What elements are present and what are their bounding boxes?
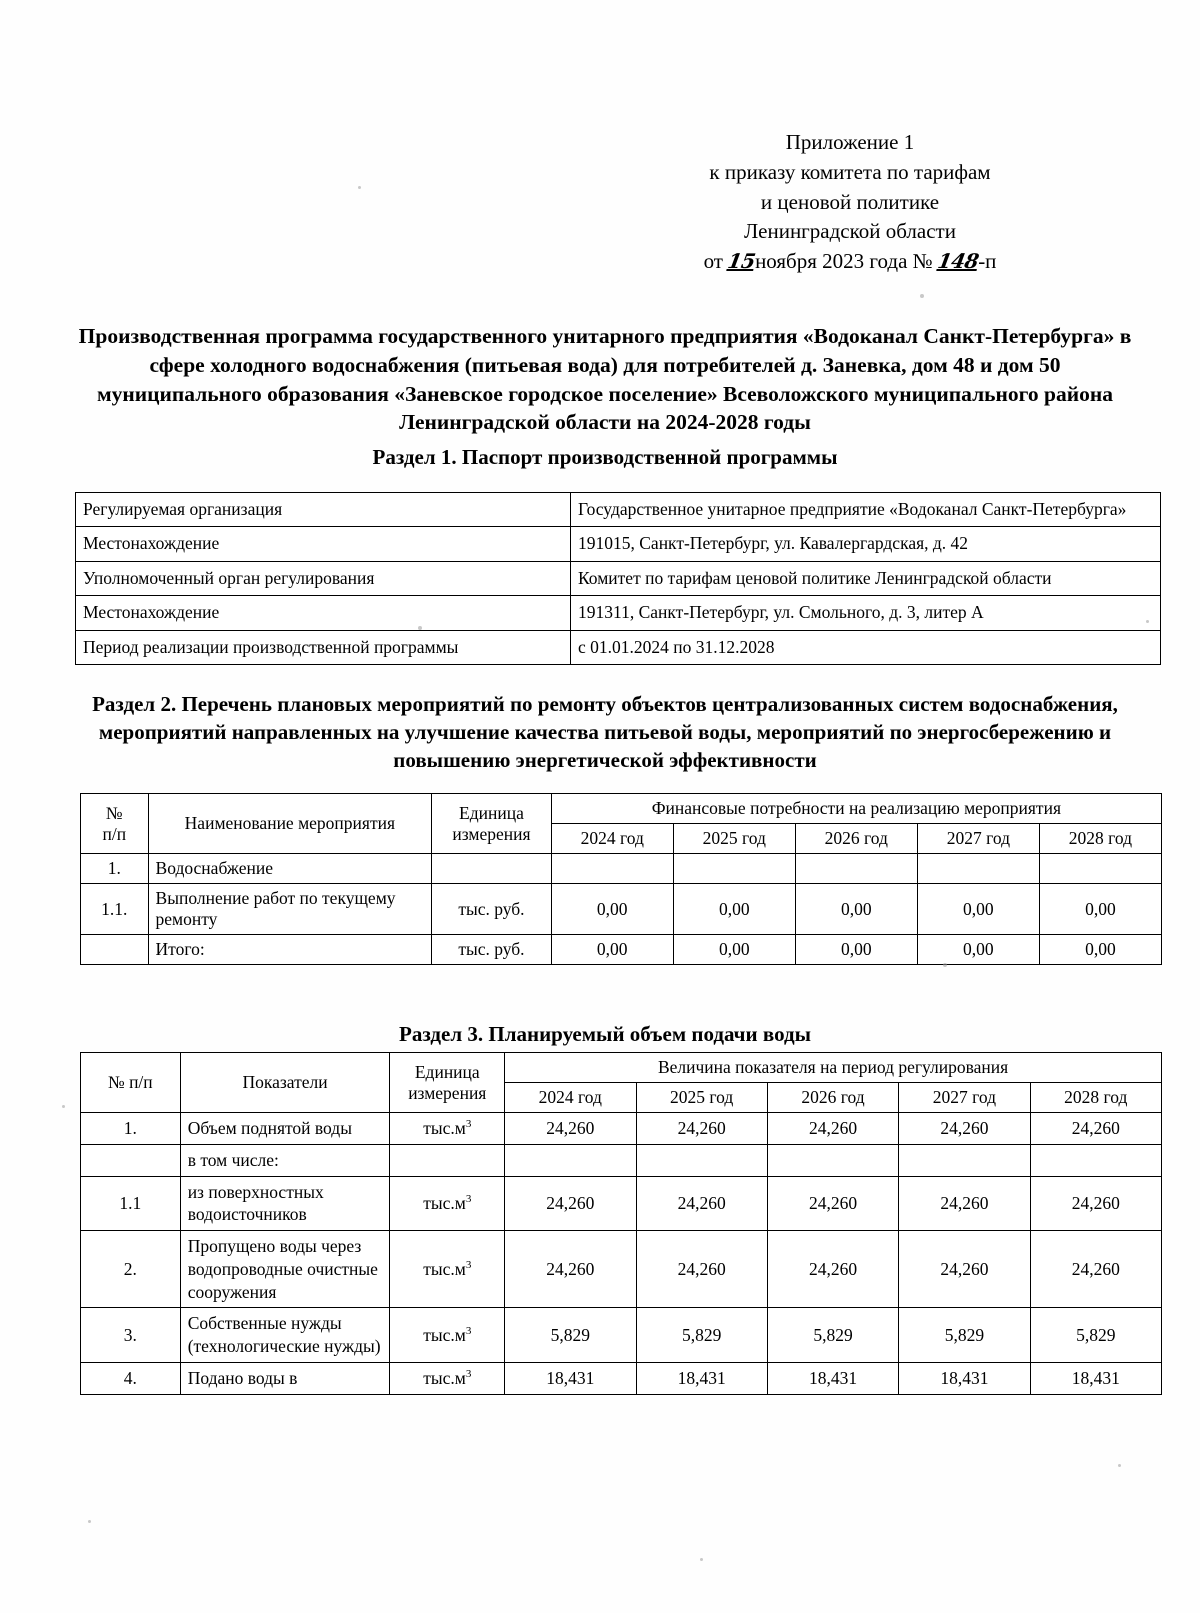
- row-value-2025: 24,260: [636, 1113, 767, 1145]
- col-header-group-financial: Финансовые потребности на реализацию мероприятия: [551, 794, 1161, 824]
- date-rest: ноября 2023 года №: [755, 249, 933, 274]
- passport-value: 191015, Санкт-Петербург, ул. Кавалергардская, д. 42: [571, 527, 1161, 561]
- row-value-2025: 18,431: [636, 1362, 767, 1394]
- unit-base: тыс.м: [423, 1367, 466, 1388]
- row-value-2026: 24,260: [767, 1176, 898, 1231]
- row-no: 3.: [81, 1308, 181, 1363]
- table-row: [81, 1308, 1162, 1363]
- row-value-2027: 0,00: [917, 935, 1039, 965]
- row-value-2028: 0,00: [1039, 935, 1161, 965]
- row-unit: [432, 854, 552, 884]
- row-value-2028: 18,431: [1030, 1362, 1161, 1394]
- row-no: 2.: [81, 1231, 181, 1308]
- table-header-row: [81, 1053, 1162, 1083]
- table-row: [76, 561, 1161, 595]
- passport-value: 191311, Санкт-Петербург, ул. Смольного, д. 3, литер А: [571, 596, 1161, 630]
- row-value-2027: 5,829: [899, 1308, 1030, 1363]
- row-unit: тыс. руб.: [432, 935, 552, 965]
- row-value-2027: 24,260: [899, 1231, 1030, 1308]
- col-header-year-2025: 2025 год: [636, 1083, 767, 1113]
- row-value-2027: [917, 854, 1039, 884]
- col-header-name: Показатели: [180, 1053, 390, 1113]
- row-value-2024: 18,431: [505, 1362, 636, 1394]
- unit-exponent: 3: [465, 1258, 472, 1271]
- col-header-no: [81, 794, 149, 854]
- row-name: в том числе:: [180, 1144, 390, 1176]
- col-header-no: № п/п: [81, 1053, 181, 1113]
- unit-base: тыс.м: [423, 1117, 466, 1138]
- scan-speck: [358, 186, 361, 189]
- col-header-unit: [390, 1053, 505, 1113]
- row-value-2026: 0,00: [795, 935, 917, 965]
- row-value-2028: 24,260: [1030, 1231, 1161, 1308]
- row-value-2028: 24,260: [1030, 1113, 1161, 1145]
- row-value-2026: 24,260: [767, 1113, 898, 1145]
- document-header: [640, 128, 1060, 277]
- row-value-2027: 0,00: [917, 884, 1039, 935]
- unit-exponent: 3: [465, 1192, 472, 1205]
- table-row: [81, 1362, 1162, 1394]
- row-name: Пропущено воды через водопроводные очистные сооружения: [180, 1231, 390, 1308]
- row-no: 4.: [81, 1362, 181, 1394]
- row-value-2026: [767, 1144, 898, 1176]
- page-title: Производственная программа государственного унитарного предприятия «Водоканал Санкт-Петербурга» в сфере холодного водоснабжения (питьевая вода) для потребителей д. Заневка, дом 48 и дом 50 муниципального образования «Заневское городское поселение» Всеволожского муниципального района Ленинградской области на 2024-2028 годы: [78, 324, 1132, 435]
- col-header-year-2024: 2024 год: [505, 1083, 636, 1113]
- col-header-year-2027: 2027 год: [899, 1083, 1030, 1113]
- row-unit: [390, 1113, 505, 1145]
- unit-base: тыс.м: [423, 1324, 466, 1345]
- passport-value: с 01.01.2024 по 31.12.2028: [571, 630, 1161, 664]
- row-value-2027: [899, 1144, 1030, 1176]
- table-row: [76, 527, 1161, 561]
- row-unit: [390, 1231, 505, 1308]
- col-header-no-line2: п/п: [102, 823, 127, 844]
- row-value-2025: 24,260: [636, 1176, 767, 1231]
- handwritten-day: 15: [726, 249, 758, 274]
- header-line-policy: и ценовой политике: [760, 189, 940, 214]
- col-header-year-2028: 2028 год: [1039, 824, 1161, 854]
- row-value-2025: [673, 854, 795, 884]
- scan-speck: [700, 1558, 703, 1561]
- row-value-2028: 24,260: [1030, 1176, 1161, 1231]
- row-value-2028: 0,00: [1039, 884, 1161, 935]
- row-value-2027: 24,260: [899, 1113, 1030, 1145]
- row-name: Подано воды в: [180, 1362, 390, 1394]
- col-header-year-2026: 2026 год: [795, 824, 917, 854]
- table-row: [81, 1113, 1162, 1145]
- row-value-2026: 18,431: [767, 1362, 898, 1394]
- row-unit: тыс. руб.: [432, 884, 552, 935]
- row-value-2024: 0,00: [551, 935, 673, 965]
- header-line-region: Ленинградской области: [744, 219, 956, 244]
- table-row: [76, 630, 1161, 664]
- scan-speck: [88, 1520, 91, 1523]
- unit-base: тыс.м: [423, 1258, 466, 1279]
- passport-label: Регулируемая организация: [76, 493, 571, 527]
- col-header-year-2024: 2024 год: [551, 824, 673, 854]
- table-header-row: [81, 794, 1162, 824]
- col-header-year-2027: 2027 год: [917, 824, 1039, 854]
- row-no: [81, 935, 149, 965]
- col-header-unit-line2: измерения: [408, 1082, 487, 1103]
- row-no: [81, 1144, 181, 1176]
- section-2-heading: Раздел 2. Перечень плановых мероприятий по ремонту объектов централизованных систем водоснабжения, мероприятий направленных на улучшение качества питьевой воды, мероприятий по энергосбережению и повышению энергетической эффективности: [92, 692, 1118, 773]
- table-row: [76, 493, 1161, 527]
- table-row: [81, 1231, 1162, 1308]
- row-value-2024: [505, 1144, 636, 1176]
- row-value-2024: 5,829: [505, 1308, 636, 1363]
- row-value-2024: 24,260: [505, 1231, 636, 1308]
- row-value-2026: 0,00: [795, 884, 917, 935]
- header-line-appendix: Приложение 1: [785, 130, 915, 154]
- row-name: Объем поднятой воды: [180, 1113, 390, 1145]
- row-value-2028: 5,829: [1030, 1308, 1161, 1363]
- row-value-2025: 5,829: [636, 1308, 767, 1363]
- row-no: 1.: [81, 854, 149, 884]
- row-value-2025: 24,260: [636, 1231, 767, 1308]
- row-unit: [390, 1176, 505, 1231]
- col-header-unit-line1: Единица: [459, 802, 524, 823]
- col-header-year-2025: 2025 год: [673, 824, 795, 854]
- scan-speck: [1118, 1464, 1121, 1467]
- unit-exponent: 3: [465, 1324, 472, 1337]
- table-row: [81, 1176, 1162, 1231]
- measures-table: [80, 793, 1162, 965]
- col-header-no-line1: №: [105, 802, 123, 823]
- row-name: Собственные нужды (технологические нужды): [180, 1308, 390, 1363]
- col-header-name: Наименование мероприятия: [148, 794, 432, 854]
- scan-speck: [920, 294, 924, 298]
- table-row: [81, 935, 1162, 965]
- table-row: [81, 1144, 1162, 1176]
- row-name: из поверхностных водоисточников: [180, 1176, 390, 1231]
- row-value-2024: 24,260: [505, 1176, 636, 1231]
- row-no: 1.1.: [81, 884, 149, 935]
- passport-value: Комитет по тарифам ценовой политике Ленинградской области: [571, 561, 1161, 595]
- section-1-heading: Раздел 1. Паспорт производственной программы: [372, 445, 838, 469]
- passport-label: Местонахождение: [76, 596, 571, 630]
- table-row: [81, 884, 1162, 935]
- order-suffix: -п: [978, 249, 997, 274]
- passport-label: Период реализации производственной программы: [76, 630, 571, 664]
- row-value-2026: 24,260: [767, 1231, 898, 1308]
- header-line-date: [640, 247, 1060, 277]
- row-no: 1.1: [81, 1176, 181, 1231]
- col-header-group-value: Величина показателя на период регулирования: [505, 1053, 1162, 1083]
- row-value-2024: 0,00: [551, 884, 673, 935]
- row-value-2025: 0,00: [673, 935, 795, 965]
- row-name: Выполнение работ по текущему ремонту: [148, 884, 432, 935]
- row-value-2027: 24,260: [899, 1176, 1030, 1231]
- row-value-2025: [636, 1144, 767, 1176]
- row-value-2024: 24,260: [505, 1113, 636, 1145]
- section-3-heading: Раздел 3. Планируемый объем подачи воды: [399, 1022, 811, 1046]
- row-value-2025: 0,00: [673, 884, 795, 935]
- scan-speck: [62, 1105, 65, 1108]
- unit-base: тыс.м: [423, 1192, 466, 1213]
- col-header-year-2028: 2028 год: [1030, 1083, 1161, 1113]
- row-no: 1.: [81, 1113, 181, 1145]
- row-value-2026: 5,829: [767, 1308, 898, 1363]
- row-value-2028: [1039, 854, 1161, 884]
- row-value-2026: [795, 854, 917, 884]
- row-value-2027: 18,431: [899, 1362, 1030, 1394]
- row-name: Водоснабжение: [148, 854, 432, 884]
- scan-speck: [1146, 620, 1149, 623]
- passport-value: Государственное унитарное предприятие «Водоканал Санкт-Петербурга»: [571, 493, 1161, 527]
- row-value-2024: [551, 854, 673, 884]
- scan-speck: [418, 626, 422, 630]
- passport-table: [75, 492, 1161, 665]
- row-unit: [390, 1308, 505, 1363]
- handwritten-order-number: 148: [935, 249, 981, 274]
- row-name: Итого:: [148, 935, 432, 965]
- scan-speck: [943, 963, 947, 967]
- col-header-unit: [432, 794, 552, 854]
- row-unit: [390, 1144, 505, 1176]
- unit-exponent: 3: [465, 1367, 472, 1380]
- passport-label: Уполномоченный орган регулирования: [76, 561, 571, 595]
- row-unit: [390, 1362, 505, 1394]
- col-header-unit-line1: Единица: [414, 1061, 480, 1082]
- header-line-order: к приказу комитета по тарифам: [709, 159, 991, 184]
- volumes-table: [80, 1052, 1162, 1395]
- date-prefix: от: [703, 249, 723, 274]
- col-header-unit-line2: измерения: [452, 823, 531, 844]
- table-row: [76, 596, 1161, 630]
- unit-exponent: 3: [465, 1118, 472, 1131]
- table-row: [81, 854, 1162, 884]
- row-value-2028: [1030, 1144, 1161, 1176]
- col-header-year-2026: 2026 год: [767, 1083, 898, 1113]
- passport-label: Местонахождение: [76, 527, 571, 561]
